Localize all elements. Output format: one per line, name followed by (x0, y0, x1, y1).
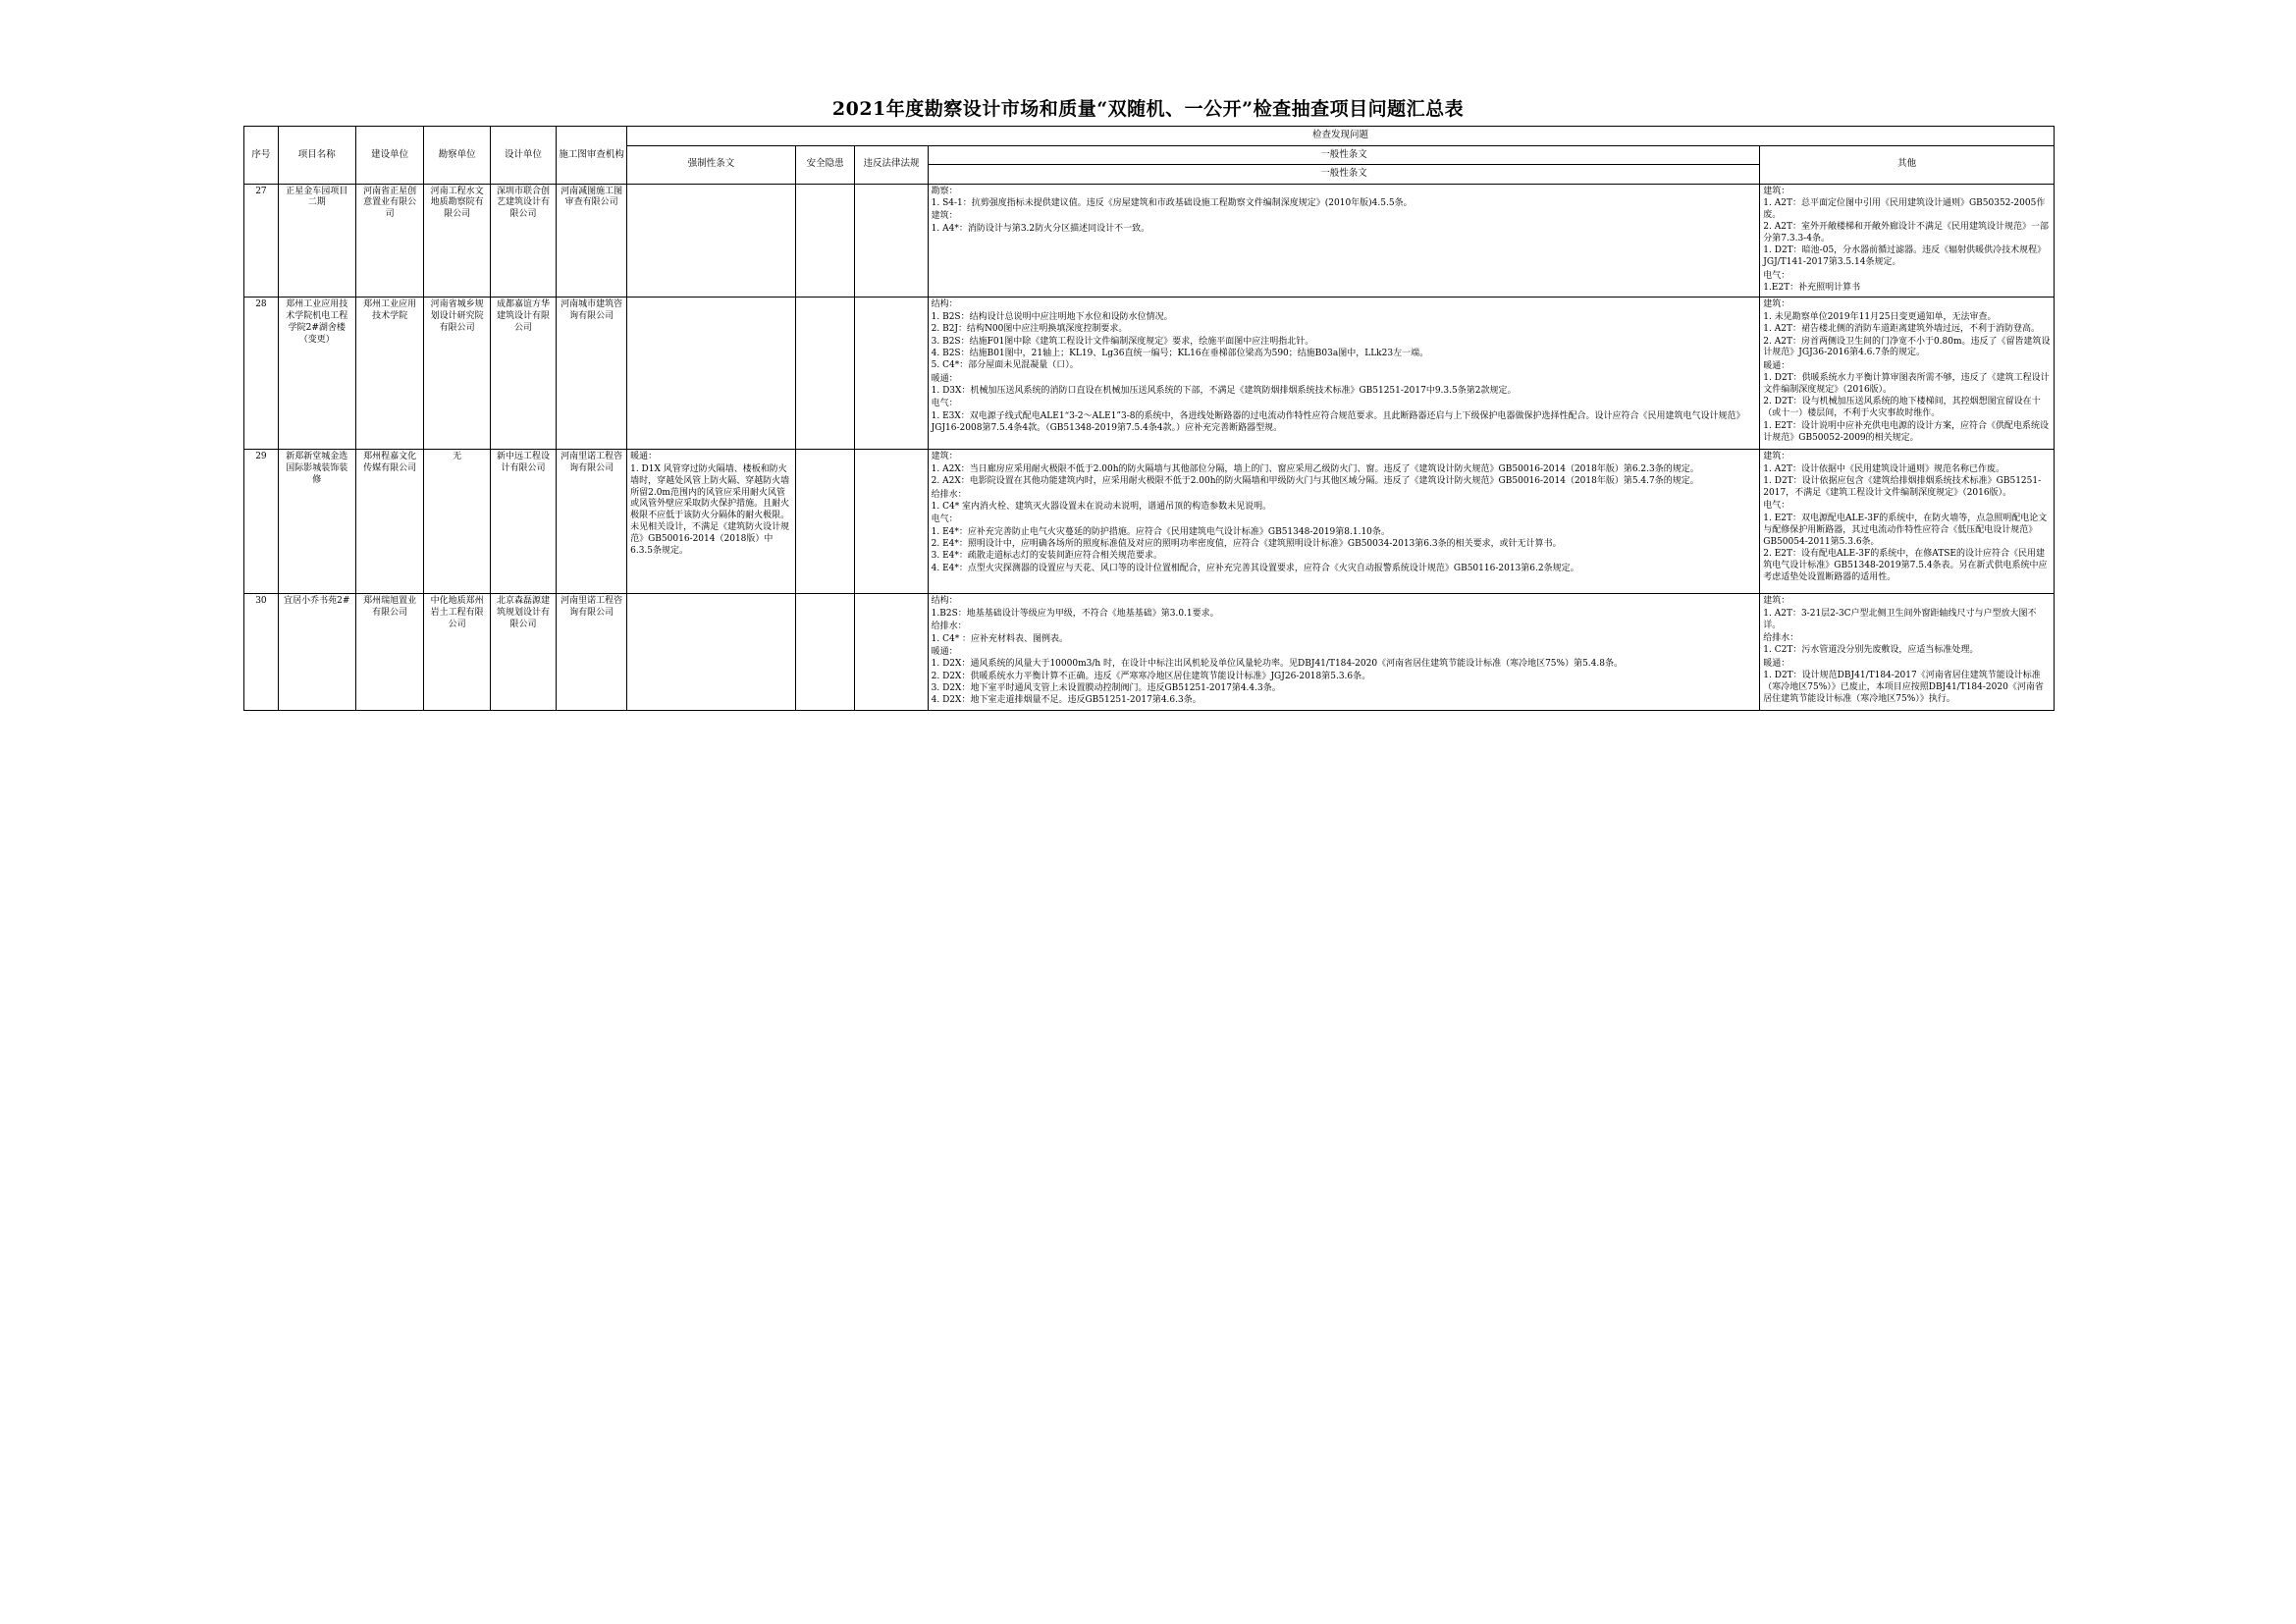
cell-law-violation (855, 594, 928, 710)
cell-general: 建筑： 1. A2X：当日廊房应采用耐火极限不低于2.00h的防火隔墙与其他部位分隔，墙上的门、窗应采用乙级防火门、窗。违反了《建筑设计防火规范》GB50016-2014（2018年版）第6.2.3条的规定。 2. A2X：电影院设置在其他功能建筑内时，应采用耐火极限不低于2.00h的防火隔墙和甲级防火门与其他区域分隔。违反了《建筑设计防火规范》GB50016-2014（2018年版）第5.4.7条的规定。 给排水： 1. C4* 室内消火栓、建筑灭火器设置未在说动未说明，谱通吊顶的构造参数未见说明。 电气： 1. E4*：应补充完善防止电气火灾蔓延的防护措施。应符合《民用建筑电气设计标准》GB51348-2019第8.1.10条。 2. E4*：照明设计中，应明确各场所的照度标准值及对应的照明功率密度值，应符合《建筑照明设计标准》GB50034-2013第6.3条的相关要求，或针无计算书。 3. E4*：疏散走道标志灯的安装间距应符合相关规范要求。 4. E4*：点型火灾探测器的设置应与天花、风口等的设计位置相配合，应补充完善其设置要求，应符合《火灾自动报警系统设计规范》GB50116-2013第6.2条规定。 (928, 450, 1760, 594)
cell-design-unit: 北京森磊源建筑规划设计有限公司 (490, 594, 556, 710)
cell-survey-unit: 河南省城乡规划设计研究院有限公司 (424, 298, 490, 450)
cell-law-violation (855, 184, 928, 298)
cell-survey-unit: 中化地质郑州岩土工程有限公司 (424, 594, 490, 710)
cell-other: 建筑： 1. A2T：总平面定位图中引用《民用建筑设计通则》GB50352-2005作废。 2. A2T：室外开敞楼梯和开敞外廊设计不满足《民用建筑设计规范》一部分第7.3.3-4条。 1. D2T：暗池-05，分水器前循过滤器。违反《辐射供暖供冷技术规程》JGJ/T141-2017第3.5.14条规定。 电气： 1.E2T：补充照明计算书 (1760, 184, 2055, 298)
table-row (244, 184, 2055, 298)
col-header-other: 其他 (1760, 145, 2055, 184)
cell-construction-unit: 郑州瑞旭置业有限公司 (355, 594, 424, 710)
col-header-construction-unit: 建设单位 (355, 127, 424, 185)
cell-review-org: 河南城市建筑咨询有限公司 (557, 298, 627, 450)
cell-safety-hazard (795, 298, 854, 450)
cell-construction-unit: 河南省正星创意置业有限公司 (355, 184, 424, 298)
cell-safety-hazard (795, 450, 854, 594)
col-header-project-name: 项目名称 (278, 127, 355, 185)
col-header-general: 一般性条文 (928, 145, 1760, 165)
page-title: 2021年度勘察设计市场和质量“双随机、一公开”检查抽查项目问题汇总表 (831, 98, 1465, 120)
cell-index: 27 (244, 184, 279, 298)
cell-construction-unit: 郑州工业应用技术学院 (355, 298, 424, 450)
cell-construction-unit: 郑州程嘉文化传媒有限公司 (355, 450, 424, 594)
col-header-general-sub: 一般性条文 (928, 165, 1760, 185)
col-header-review-org: 施工图审查机构 (557, 127, 627, 185)
table-body (244, 184, 2055, 710)
cell-general: 结构： 1. B2S：结构设计总说明中应注明地下水位和设防水位情况。 2. B2J：结构N00图中应注明换填深度控制要求。 3. B2S：结施F01图中除《建筑工程设计文件编制深度规定》要求，绘施平面图中应注明指北针。 4. B2S：结施B01图中，21轴上；KL19、Lg36直统一编号；KL16在垂梯部位梁高为590；结施B03a图中，LLk23左一端。 5. C4*：部分屋面未见混凝量（口）。 暖通： 1. D3X：机械加压送风系统的消防口直设在机械加压送风系统的下部，不满足《建筑防烟排烟系统技术标准》GB51251-2017中9.3.5条第2款规定。 电气： 1. E3X：双电源子线式配电ALE1“3-2～ALE1”3-8的系统中，各进线处断路器的过电流动作特性应符合规范要求。且此断路器还启与上下级保护电器做保护选择性配合。设计应符合《民用建筑电气设计规范》JGJ16-2008第7.5.4条4款。（GB51348-2019第7.5.4条4款。）应补充完善断路器型规。 (928, 298, 1760, 450)
cell-mandatory: 暖通： 1. D1X 风管穿过防火隔墙、楼板和防火墙时，穿越处风管上防火隔、穿越防火墙所留2.0m范围内的风管应采用耐火风管或风管外壁应采取防火保护措施。且耐火极限不应低于该防火分隔体的耐火极限。未见相关设计，不满足《建筑防火设计规范》GB50016-2014（2018版）中6.3.5条规定。 (627, 450, 796, 594)
cell-project-name: 宜居小乔书苑2# (278, 594, 355, 710)
cell-safety-hazard (795, 184, 854, 298)
col-header-safety-hazard: 安全隐患 (795, 145, 854, 184)
cell-general: 勘察： 1. S4-1：抗剪强度指标未提供建议值。违反《房屋建筑和市政基础设施工程勘察文件编制深度规定》(2010年版)4.5.5条。 建筑： 1. A4*：消防设计与第3.2防火分区描述同设计不一致。 (928, 184, 1760, 298)
cell-general: 结构： 1.B2S：地基基础设计等级应为甲级，不符合《地基基础》第3.0.1要求。 给排水： 1. C4* ：应补充材料表、图例表。 暖通： 1. D2X：通风系统的风量大于10000m3/h 时，在设计中标注出风机轮及单位风量轮功率。见DBJ41/T184-2020《河南省居住建筑节能设计标准（寒冷地区75%）第5.4.8条。 2. D2X：供暖系统水力平衡计算不正确。违反《严寒寒冷地区居住建筑节能设计标准》JGJ26-2018第5.3.6条。 3. D2X：地下室平时通风支管上未设置膜动控制阀门。违反GB51251-2017第4.4.3条。 4. D2X：地下室走道排烟量不足。违反GB51251-2017第4.6.3条。 (928, 594, 1760, 710)
cell-law-violation (855, 298, 928, 450)
cell-index: 30 (244, 594, 279, 710)
cell-safety-hazard (795, 594, 854, 710)
cell-project-name: 新郑新堂城金选国际影城装饰装修 (278, 450, 355, 594)
table-row (244, 450, 2055, 594)
cell-survey-unit: 无 (424, 450, 490, 594)
cell-review-org: 河南减图施工图审查有限公司 (557, 184, 627, 298)
cell-other: 建筑： 1. A2T：3-21层2-3C户型北侧卫生间外窗距轴线尺寸与户型放大图不详。 给排水： 1. C2T：污水管道没分别先废敷设，应适当标准处理。 暖通： 1. D2T：设计规范DBJ41/T184-2017《河南省居住建筑节能设计标准（寒冷地区75%）》已废止，本项目应按照DBJ41/T184-2020《河南省居住建筑节能设计标准（寒冷地区75%）》执行。 (1760, 594, 2055, 710)
cell-review-org: 河南里诺工程咨询有限公司 (557, 450, 627, 594)
cell-mandatory (627, 184, 796, 298)
col-header-law-violation: 违反法律法规 (855, 145, 928, 184)
col-header-index: 序号 (244, 127, 279, 185)
cell-project-name: 郑州工业应用技术学院机电工程学院2#湖舍楼（变更） (278, 298, 355, 450)
cell-design-unit: 成都嘉谊方华建筑设计有限公司 (490, 298, 556, 450)
table-header-row-1 (244, 127, 2055, 146)
cell-survey-unit: 河南工程水文地质勘察院有限公司 (424, 184, 490, 298)
cell-review-org: 河南里诺工程咨询有限公司 (557, 594, 627, 710)
cell-mandatory (627, 594, 796, 710)
col-header-mandatory: 强制性条文 (627, 145, 796, 184)
cell-design-unit: 新中远工程设计有限公司 (490, 450, 556, 594)
cell-project-name: 正星金车园项目二期 (278, 184, 355, 298)
cell-law-violation (855, 450, 928, 594)
col-header-design-unit: 设计单位 (490, 127, 556, 185)
cell-other: 建筑： 1. 未见勘察单位2019年11月25日变更通知单，无法审查。 1. A2T：裙告楼北侧的消防车道距离建筑外墙过远，不利于消防登高。 2. A2T：房首两侧设卫生间的门净宽不小于0.80m。违反了《留皆建筑设计规范》JGJ36-2016第4.6.7条的规定。 暖通： 1. D2T：供暖系统水力平衡计算审图表所需不够，违反了《建筑工程设计文件编制深度规定》（2016版）。 2. D2T：设与机械加压送风系统的地下楼梯间，其控烟想图宜留设在十（或十一）楼层间，不利于火灾事故时维作。 1. E2T：设计说明中应补充供电电源的设计方案，应符合《供配电系统设计规范》GB50052-2009的相关规定。 (1760, 298, 2055, 450)
cell-other: 建筑： 1. A2T：设计依据中《民用建筑设计通则》规范名称已作废。 1. D2T：设计依据应包含《建筑给排烟排烟系统技术标准》GB51251-2017，不满足《建筑工程设计文件编制深度规定》（2016版）。 电气： 1. E2T：双电源配电ALE-3F的系统中，在防火墙等，点急照明配电论文与配修保护用断路器，其过电流动作特性应符合《低压配电设计规范》GB50054-2011第5.3.6条。 2. E2T：设有配电ALE-3F的系统中，在修ATSE的设计应符合《民用建筑电气设计标准》GB51348-2019第7.5.4条表。另在新式供电系统中应考虑适垫处设置断路器的适用性。 (1760, 450, 2055, 594)
col-header-survey-unit: 勘察单位 (424, 127, 490, 185)
cell-design-unit: 深圳市联合创艺建筑设计有限公司 (490, 184, 556, 298)
cell-index: 28 (244, 298, 279, 450)
cell-index: 29 (244, 450, 279, 594)
cell-mandatory (627, 298, 796, 450)
col-header-found-problems: 检查发现问题 (627, 127, 2055, 146)
inspection-summary-table (243, 126, 2055, 711)
table-row (244, 594, 2055, 710)
table-row (244, 298, 2055, 450)
